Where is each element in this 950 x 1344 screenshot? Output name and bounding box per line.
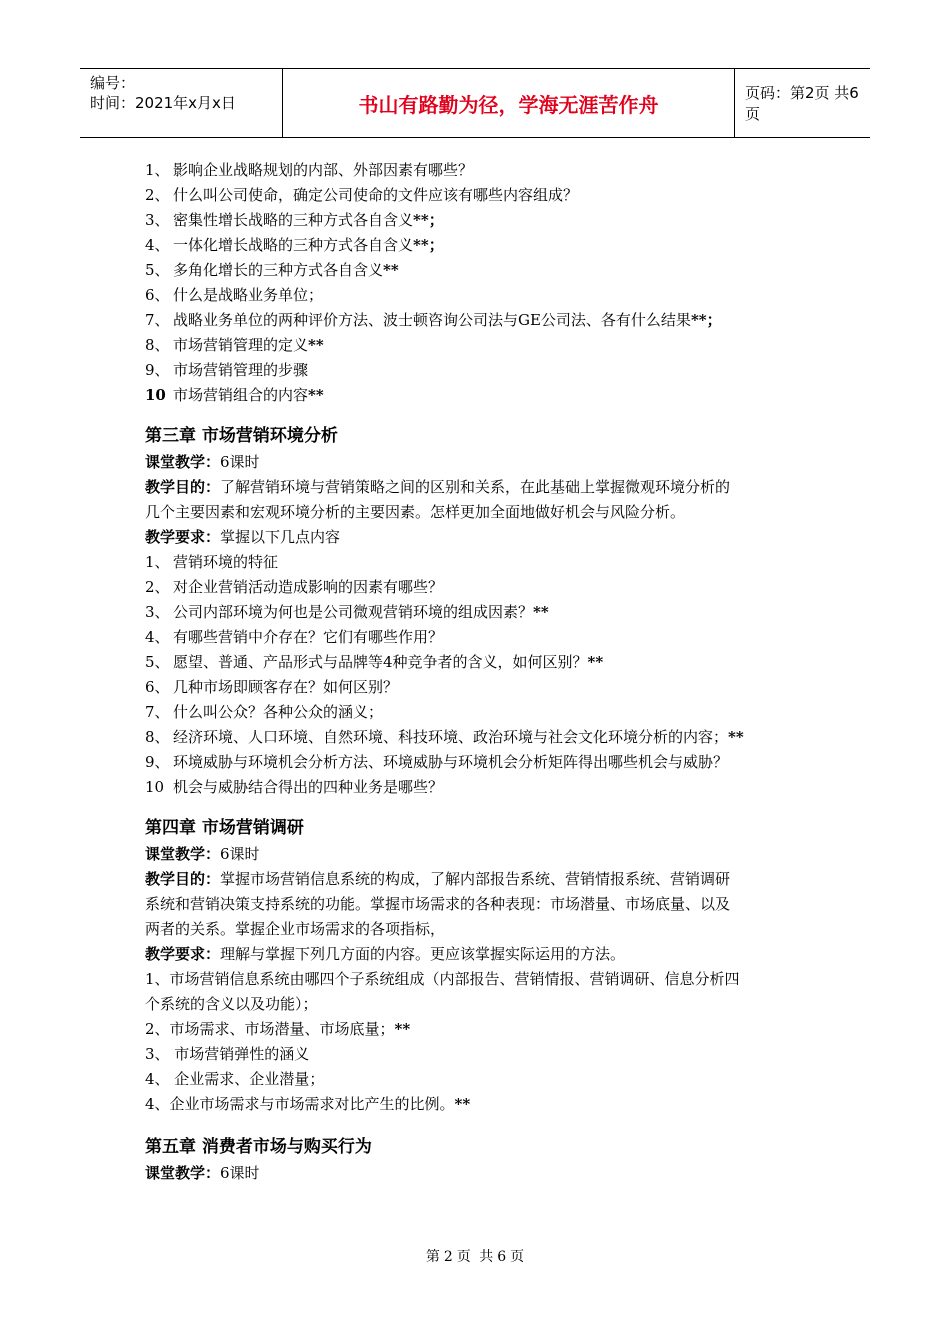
list-item: 4、 一体化增长战略的三种方式各自含义**；	[145, 236, 444, 254]
page-header	[80, 68, 870, 138]
list-item: 1、 营销环境的特征	[145, 553, 279, 571]
list-item: 4、 有哪些营销中介存在？它们有哪些作用？	[145, 628, 444, 646]
page-footer: 第 2 页 共 6 页	[425, 1249, 525, 1265]
list-item: 5、 愿望、普通、产品形式与品牌等4种竞争者的含义，如何区别？**	[145, 653, 604, 671]
list-item: 3、 公司内部环境为何也是公司微观营销环境的组成因素？**	[145, 603, 549, 621]
list-item: 2、市场需求、市场潜量、市场底量；**	[145, 1020, 411, 1038]
ch4-requirements: 教学要求：理解与掌握下列几方面的内容。更应该掌握实际运用的方法。	[145, 945, 626, 963]
list-item-continued: 个系统的含义以及功能）；	[145, 995, 318, 1013]
list-ch2	[145, 158, 815, 408]
list-item: 4、企业市场需求与市场需求对比产生的比例。**	[145, 1095, 471, 1113]
ch3-purpose: 教学目的：了解营销环境与营销策略之间的区别和关系，在此基础上掌握微观环境分析的 几个主要因素和宏观环境分析的主要因素。怎样更加全面地做好机会与风险分析。	[145, 478, 731, 521]
ch4-purpose: 教学目的：掌握市场营销信息系统的构成，了解内部报告系统、营销情报系统、营销调研 系统和营销决策支持系统的功能。掌握市场需求的各种表现：市场潜量、市场底量、以及 两者的关系。掌握企业市场需求的各项指标，	[145, 870, 731, 938]
list-item: 9、 市场营销管理的步骤	[145, 361, 309, 379]
list-item: 2、 对企业营销活动造成影响的因素有哪些？	[145, 578, 444, 596]
list-item: 1、 影响企业战略规划的内部、外部因素有哪些？	[145, 161, 474, 179]
document-body	[145, 158, 815, 1186]
list-item: 10 市场营销组合的内容**	[145, 386, 324, 404]
list-item: 4、 企业需求、企业潜量；	[145, 1070, 325, 1088]
list-item: 6、 什么是战略业务单位；	[145, 286, 324, 304]
ch3-requirements: 教学要求：掌握以下几点内容	[145, 528, 341, 546]
ch3-class-hours: 课堂教学：6课时	[145, 453, 260, 471]
ch5-class-hours: 课堂教学：6课时	[145, 1164, 260, 1182]
list-item: 7、 战略业务单位的两种评价方法、波士顿咨询公司法与GE公司法、各有什么结果**；	[145, 311, 722, 329]
chapter-5-title: 第五章 消费者市场与购买行为	[145, 1137, 372, 1157]
header-number: 编号：	[90, 74, 136, 92]
list-item: 3、 市场营销弹性的涵义	[145, 1045, 310, 1063]
header-motto: 书山有路勤为径，学海无涯苦作舟	[282, 69, 735, 137]
list-item: 2、 什么叫公司使命，确定公司使命的文件应该有哪些内容组成？	[145, 186, 579, 204]
header-meta	[80, 69, 282, 137]
list-ch3	[145, 550, 815, 800]
list-item: 6、 几种市场即顾客存在？如何区别？	[145, 678, 399, 696]
header-page-info: 页码：第2页 共6页	[745, 84, 859, 123]
list-item: 8、 经济环境、人口环境、自然环境、科技环境、政治环境与社会文化环境分析的内容；**	[145, 728, 744, 746]
list-item: 1、市场营销信息系统由哪四个子系统组成（内部报告、营销情报、营销调研、信息分析四	[145, 970, 740, 988]
chapter-4-title: 第四章 市场营销调研	[145, 818, 304, 838]
list-item: 7、 什么叫公众？各种公众的涵义；	[145, 703, 384, 721]
list-item: 10 机会与威胁结合得出的四种业务是哪些？	[145, 778, 444, 796]
ch4-class-hours: 课堂教学：6课时	[145, 845, 260, 863]
list-ch4	[145, 967, 815, 1117]
header-time: 时间：2021年x月x日	[90, 94, 236, 112]
list-item: 8、 市场营销管理的定义**	[145, 336, 324, 354]
list-item: 5、 多角化增长的三种方式各自含义**	[145, 261, 399, 279]
chapter-3-title: 第三章 市场营销环境分析	[145, 426, 338, 446]
list-item: 3、 密集性增长战略的三种方式各自含义**；	[145, 211, 444, 229]
list-item: 9、 环境威胁与环境机会分析方法、环境威胁与环境机会分析矩阵得出哪些机会与威胁？	[145, 753, 729, 771]
